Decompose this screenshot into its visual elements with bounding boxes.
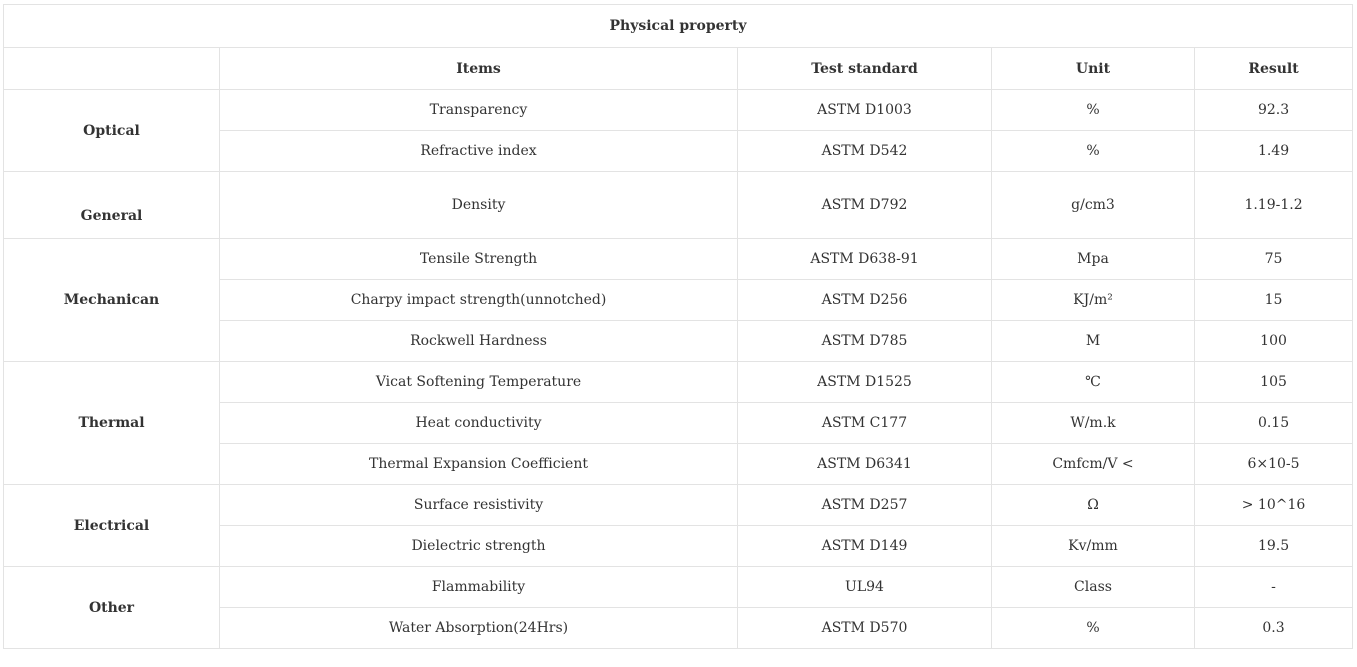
group-label-other: Other [4,567,220,649]
table-row [4,567,1353,608]
result-cell: 15 [1195,280,1353,321]
item-cell: Vicat Softening Temperature [220,362,738,403]
item-cell: Charpy impact strength(unnotched) [220,280,738,321]
unit-cell: % [992,131,1195,172]
result-cell: 0.15 [1195,403,1353,444]
item-cell: Dielectric strength [220,526,738,567]
result-cell: 1.49 [1195,131,1353,172]
group-label-thermal: Thermal [4,362,220,485]
result-cell: > 10^16 [1195,485,1353,526]
standard-cell: ASTM D256 [738,280,992,321]
standard-cell: ASTM D6341 [738,444,992,485]
group-label-mechanican: Mechanican [4,239,220,362]
result-cell: 0.3 [1195,608,1353,649]
item-cell: Density [220,172,738,239]
item-cell: Flammability [220,567,738,608]
standard-cell: ASTM D638-91 [738,239,992,280]
table-header-row [4,48,1353,90]
item-cell: Rockwell Hardness [220,321,738,362]
item-cell: Water Absorption(24Hrs) [220,608,738,649]
standard-cell: ASTM D149 [738,526,992,567]
standard-cell: UL94 [738,567,992,608]
table-title-row [4,5,1353,48]
table-row [4,485,1353,526]
result-cell: 19.5 [1195,526,1353,567]
unit-cell: Kv/mm [992,526,1195,567]
result-cell: 105 [1195,362,1353,403]
header-items: Items [220,48,738,90]
item-cell: Thermal Expansion Coefficient [220,444,738,485]
result-cell: 92.3 [1195,90,1353,131]
unit-cell: % [992,608,1195,649]
standard-cell: ASTM D542 [738,131,992,172]
header-unit: Unit [992,48,1195,90]
standard-cell: ASTM D257 [738,485,992,526]
group-label-optical: Optical [4,90,220,172]
result-cell: 1.19-1.2 [1195,172,1353,239]
table-title: Physical property [4,5,1353,48]
standard-cell: ASTM D1003 [738,90,992,131]
header-category [4,48,220,90]
header-test-standard: Test standard [738,48,992,90]
result-cell: 75 [1195,239,1353,280]
standard-cell: ASTM D1525 [738,362,992,403]
group-label-electrical: Electrical [4,485,220,567]
result-cell: - [1195,567,1353,608]
table-row [4,362,1353,403]
unit-cell: ℃ [992,362,1195,403]
unit-cell: W/m.k [992,403,1195,444]
unit-cell: g/cm3 [992,172,1195,239]
unit-cell: Mpa [992,239,1195,280]
standard-cell: ASTM D570 [738,608,992,649]
group-label-general: General [4,172,220,239]
unit-cell: % [992,90,1195,131]
item-cell: Transparency [220,90,738,131]
table-row [4,172,1353,239]
table-row [4,239,1353,280]
item-cell: Tensile Strength [220,239,738,280]
unit-cell: KJ/m² [992,280,1195,321]
physical-property-table [3,4,1353,649]
standard-cell: ASTM D792 [738,172,992,239]
result-cell: 100 [1195,321,1353,362]
unit-cell: Cmfcm/V < [992,444,1195,485]
header-result: Result [1195,48,1353,90]
table-row [4,90,1353,131]
standard-cell: ASTM D785 [738,321,992,362]
item-cell: Surface resistivity [220,485,738,526]
standard-cell: ASTM C177 [738,403,992,444]
result-cell: 6×10-5 [1195,444,1353,485]
unit-cell: Class [992,567,1195,608]
item-cell: Heat conductivity [220,403,738,444]
unit-cell: Ω [992,485,1195,526]
unit-cell: M [992,321,1195,362]
item-cell: Refractive index [220,131,738,172]
